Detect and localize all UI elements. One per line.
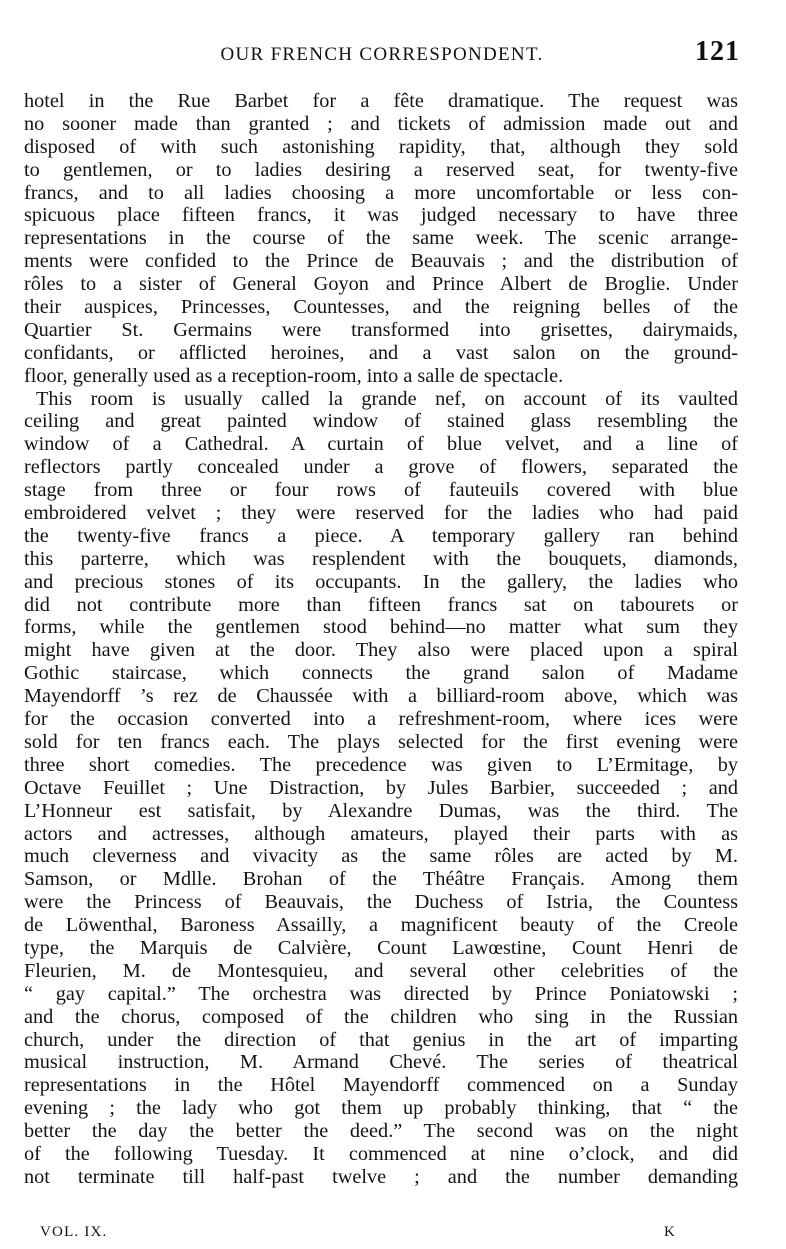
text-line: confidants, or afflicted heroines, and a vast salon on the ground-: [24, 341, 738, 364]
text-line: actors and actresses, although amateurs, played their parts with as: [24, 822, 738, 845]
text-line: much cleverness and vivacity as the same rôles are acted by M.: [24, 845, 738, 868]
text-line: did not contribute more than fifteen francs sat on tabourets or: [24, 593, 738, 616]
text-line: stage from three or four rows of fauteuils covered with blue: [24, 479, 738, 502]
text-line: de Löwenthal, Baroness Assailly, a magnificent beauty of the Creole: [24, 914, 738, 937]
text-line: musical instruction, M. Armand Chevé. The series of theatrical: [24, 1051, 738, 1074]
text-line: L’Honneur est satisfait, by Alexandre Dumas, was the third. The: [24, 799, 738, 822]
running-title: OUR FRENCH CORRESPONDENT.: [220, 44, 544, 65]
paragraph-first-line: This room is usually called la grande nef, on account of its vaulted: [36, 387, 738, 410]
text-line: to gentlemen, or to ladies desiring a reserved seat, for twenty-five: [24, 158, 738, 181]
running-header: [24, 36, 740, 78]
text-line: Mayendorff ’s rez de Chaussée with a billiard-room above, which was: [24, 685, 738, 708]
text-line: Octave Feuillet ; Une Distraction, by Jules Barbier, succeeded ; and: [24, 776, 738, 799]
text-line: sold for ten francs each. The plays selected for the first evening were: [24, 730, 738, 753]
text-line: representations in the course of the same week. The scenic arrange-: [24, 227, 738, 250]
text-line: of the following Tuesday. It commenced at nine o’clock, and did: [24, 1142, 738, 1165]
text-line: ments were confided to the Prince de Beauvais ; and the distribution of: [24, 250, 738, 273]
text-line: evening ; the lady who got them up probably thinking, that “ the: [24, 1097, 738, 1120]
text-line: spicuous place fifteen francs, it was judged necessary to have three: [24, 204, 738, 227]
text-line: window of a Cathedral. A curtain of blue velvet, and a line of: [24, 433, 738, 456]
text-line: not terminate till half-past twelve ; and the number demanding: [24, 1165, 738, 1188]
text-line: rôles to a sister of General Goyon and Prince Albert de Broglie. Under: [24, 273, 738, 296]
page-footer: [40, 1224, 676, 1246]
text-line: hotel in the Rue Barbet for a fête dramatique. The request was: [24, 90, 738, 112]
text-line: embroidered velvet ; they were reserved for the ladies who had paid: [24, 502, 738, 525]
text-line: Samson, or Mdlle. Brohan of the Théâtre Français. Among them: [24, 868, 738, 891]
body-text: [24, 90, 738, 1189]
text-line: were the Princess of Beauvais, the Duchess of Istria, the Countess: [24, 891, 738, 914]
text-line: reflectors partly concealed under a grove of flowers, separated the: [24, 456, 738, 479]
text-line: floor, generally used as a reception-room, into a salle de spectacle.: [24, 364, 564, 387]
signature-mark: K: [663, 1224, 676, 1240]
text-line: Gothic staircase, which connects the grand salon of Madame: [24, 662, 738, 685]
text-line: and precious stones of its occupants. In the gallery, the ladies who: [24, 570, 738, 593]
text-line: three short comedies. The precedence was given to L’Ermitage, by: [24, 753, 738, 776]
text-line: type, the Marquis de Calvière, Count Lawœstine, Count Henri de: [24, 936, 738, 959]
text-line: ceiling and great painted window of stained glass resembling the: [24, 410, 738, 433]
text-line: “ gay capital.” The orchestra was directed by Prince Poniatowski ;: [24, 982, 738, 1005]
text-line: francs, and to all ladies choosing a more uncomfortable or less con-: [24, 181, 738, 204]
text-line: for the occasion converted into a refreshment-room, where ices were: [24, 708, 738, 731]
text-line: this parterre, which was resplendent with the bouquets, diamonds,: [24, 547, 738, 570]
text-line: Quartier St. Germains were transformed into grisettes, dairymaids,: [24, 318, 738, 341]
volume-label: VOL. IX.: [40, 1224, 108, 1240]
text-line: the twenty-five francs a piece. A temporary gallery ran behind: [24, 524, 738, 547]
text-line: and the chorus, composed of the children who sing in the Russian: [24, 1005, 738, 1028]
text-line: their auspices, Princesses, Countesses, and the reigning belles of the: [24, 296, 738, 319]
text-line: might have given at the door. They also were placed upon a spiral: [24, 639, 738, 662]
text-line: better the day the better the deed.” The second was on the night: [24, 1120, 738, 1143]
page-number: 121: [695, 36, 740, 67]
text-line: disposed of with such astonishing rapidity, that, although they sold: [24, 135, 738, 158]
text-line: Fleurien, M. de Montesquieu, and several other celebrities of the: [24, 959, 738, 982]
text-line: no sooner made than granted ; and tickets of admission made out and: [24, 112, 738, 135]
text-line: representations in the Hôtel Mayendorff commenced on a Sunday: [24, 1074, 738, 1097]
text-line: forms, while the gentlemen stood behind—no matter what sum they: [24, 616, 738, 639]
text-line: church, under the direction of that genius in the art of imparting: [24, 1028, 738, 1051]
